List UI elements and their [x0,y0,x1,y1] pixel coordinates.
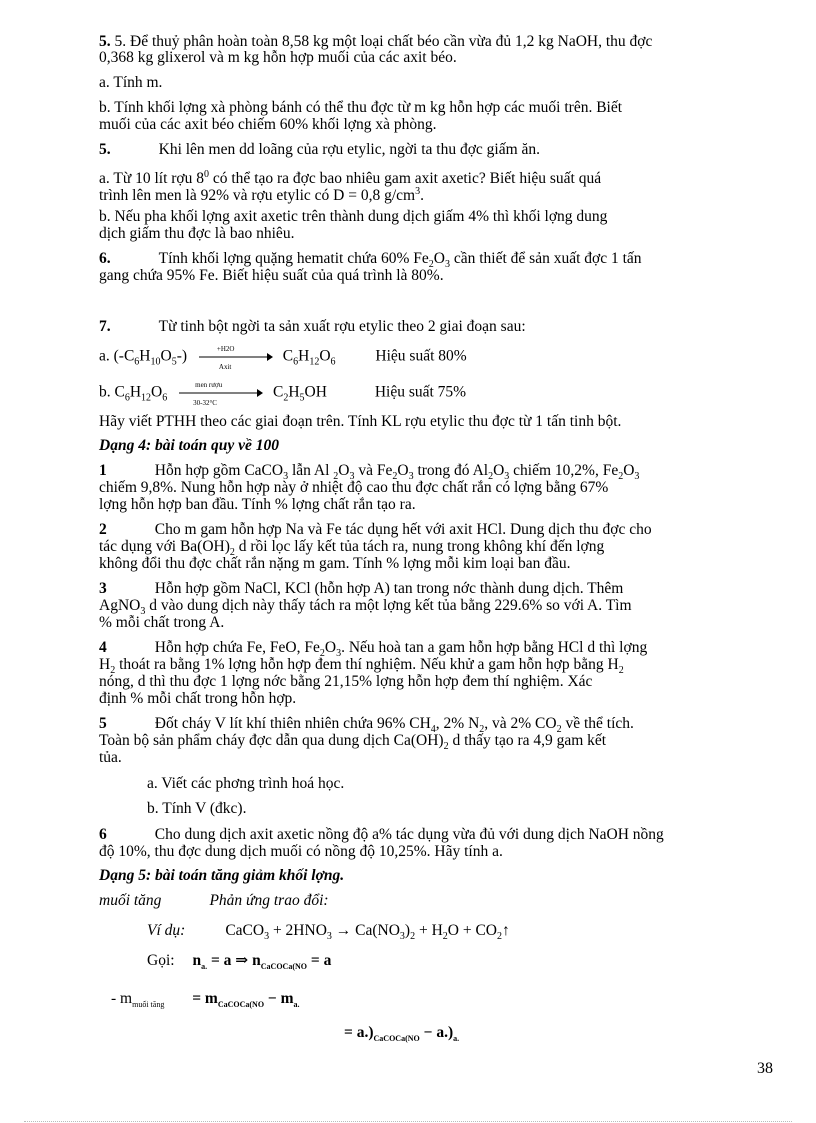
paragraph: lợng hỗn hợp ban đầu. Tính % lợng chất rắn tạo ra. [99,496,416,513]
section-heading: Dạng 5: bài toán tăng giảm khối lợng. [99,867,345,884]
paragraph: độ 10%, thu đợc dung dịch muối có nồng độ 10,25%. Hãy tính a. [99,843,503,860]
paragraph: 5 Đốt cháy V lít khí thiên nhiên chứa 96% $CH_4$, 2% $N_2$, và 2% $CO_2$ về thể tích. [99,715,634,736]
paragraph: b. Nếu pha khối lợng axit axetic trên thành dung dịch giấm 4% thì khối lợng dung [99,208,608,225]
math-line: - $m_{muối tăng} = m_{CaCOCa(NO} - m_{a.}$ [111,990,300,1010]
paragraph: 5. 5. Để thuỷ phân hoàn toàn 8,58 kg một loại chất béo cần vừa đủ 1,2 kg NaOH, thu đợc [99,33,653,50]
gas-up-arrow-icon: ↑ [502,922,510,939]
paragraph: Toàn bộ sản phẩm cháy đợc dẫn qua dung dịch $Ca(OH)_2$ d thấy tạo ra 4,9 gam kết [99,732,607,753]
paragraph: b. Tính khối lợng xà phòng bánh có thể thu đợc từ m kg hỗn hợp các muối trên. Biết [99,99,623,116]
paragraph: trình lên men là 92% và rợu etylic có D = 0,8 $g/cm^3$. [99,186,424,205]
paragraph: 6. Tính khối lợng quặng hematit chứa 60% $Fe_2O_3$ cần thiết để sản xuất đợc 1 tấn [99,250,642,271]
reaction-line: a. $(-C_6H_{10}O_5-)$ +H2O Axit $C_6H_{12}O_6$ Hiệu suất 80% [99,345,467,371]
paragraph: dịch giấm thu đợc là bao nhiêu. [99,225,295,242]
paragraph: muối của các axit béo chiếm 60% khối lợng xà phòng. [99,116,437,133]
paragraph: chiếm 9,8%. Nung hỗn hợp này ở nhiệt độ cao thu đợc chất rắn có lợng bằng 67% [99,479,609,496]
paragraph: 4 Hỗn hợp chứa Fe, FeO, $Fe_2O_3$. Nếu hoà tan a gam hỗn hợp bằng HCl d thì lợng [99,639,648,660]
paragraph: $H_2$ thoát ra bằng 1% lợng hỗn hợp đem thí nghiệm. Nếu khử a gam hỗn hợp bằng $H_2$ [99,656,624,677]
paragraph: 0,368 kg glixerol và m kg hỗn hợp muối của các axit béo. [99,49,457,66]
page-bottom-rule [24,1121,792,1122]
paragraph: a. Từ 10 lít rợu $8^0$ có thể tạo ra đợc bao nhiêu gam axit axetic? Biết hiệu suất quá [99,169,602,188]
paragraph: không đổi thu đợc chất rắn nặng m gam. Tính % lợng mỗi kim loại ban đầu. [99,555,571,572]
paragraph: 6 Cho dung dịch axit axetic nồng độ a% tác dụng vừa đủ với dung dịch NaOH nồng [99,826,664,843]
paragraph: 7. Từ tinh bột ngời ta sản xuất rợu etylic theo 2 giai đoạn sau: [99,318,526,335]
reaction-line: b. $C_6H_{12}O_6$ men rượu 30-32°C $C_2H_5OH$ Hiệu suất 75% [99,381,467,407]
arrow-icon: → [335,922,352,939]
paragraph: % mỗi chất trong A. [99,614,225,631]
math-line: = $a.)_{CaCOCa(NO} - a.)_{a.}$ [344,1024,460,1044]
paragraph: Hãy viết PTHH theo các giai đoạn trên. Tính KL rợu etylic thu đợc từ 1 tấn tinh bột. [99,413,622,430]
paragraph: nóng, d thì thu đợc 1 lợng nớc bằng 21,15% lợng hỗn hợp đem thí nghiệm. Xác [99,673,593,690]
paragraph: gang chứa 95% Fe. Biết hiệu suất của quá trình là 80%. [99,267,444,284]
math-line: Gọi: $n_{a.} = a$ ⇒ $n_{CaCOCa(NO} = a$ [147,952,332,972]
paragraph: tác dụng với $Ba(OH)_2$ d rồi lọc lấy kết tủa tách ra, nung trong không khí đến lợng [99,538,605,559]
reaction-arrow-icon: +H2O Axit [195,347,275,367]
subsection-heading: muối tăng Phản ứng trao đổi: [99,892,329,909]
paragraph: 5. Khi lên men dd loãng của rợu etylic, ngời ta thu đợc giấm ăn. [99,141,541,158]
paragraph: định % mỗi chất trong hỗn hợp. [99,690,297,707]
section-heading: Dạng 4: bài toán quy về 100 [99,437,279,454]
paragraph: b. Tính V (đkc). [147,800,247,817]
paragraph: a. Tính m. [99,74,163,91]
example-equation: Ví dụ: CaCO$_3$ + $2HNO_3 \to Ca(NO_3)_2 + H_2O$ + $CO_2↑$ [147,922,510,943]
paragraph: 1 Hỗn hợp gồm CaCO$_3$ lẫn Al $_2O_3$ và $Fe_2O_3$ trong đó $Al_2O_3$ chiếm 10,2%, $Fe_2O_3$ [99,462,640,483]
paragraph: 2 Cho m gam hỗn hợp Na và Fe tác dụng hết với axit HCl. Dung dịch thu đợc cho [99,521,652,538]
reaction-arrow-icon: men rượu 30-32°C [175,383,265,403]
page-number: 38 [757,1060,773,1077]
paragraph: 3 Hỗn hợp gồm NaCl, KCl (hỗn hợp A) tan trong nớc thành dung dịch. Thêm [99,580,624,597]
paragraph: a. Viết các phơng trình hoá học. [147,775,345,792]
paragraph: AgNO$_3$ d vào dung dịch này thấy tách ra một lợng kết tủa bằng 229.6% so với A. Tìm [99,597,632,618]
paragraph: tủa. [99,749,122,766]
